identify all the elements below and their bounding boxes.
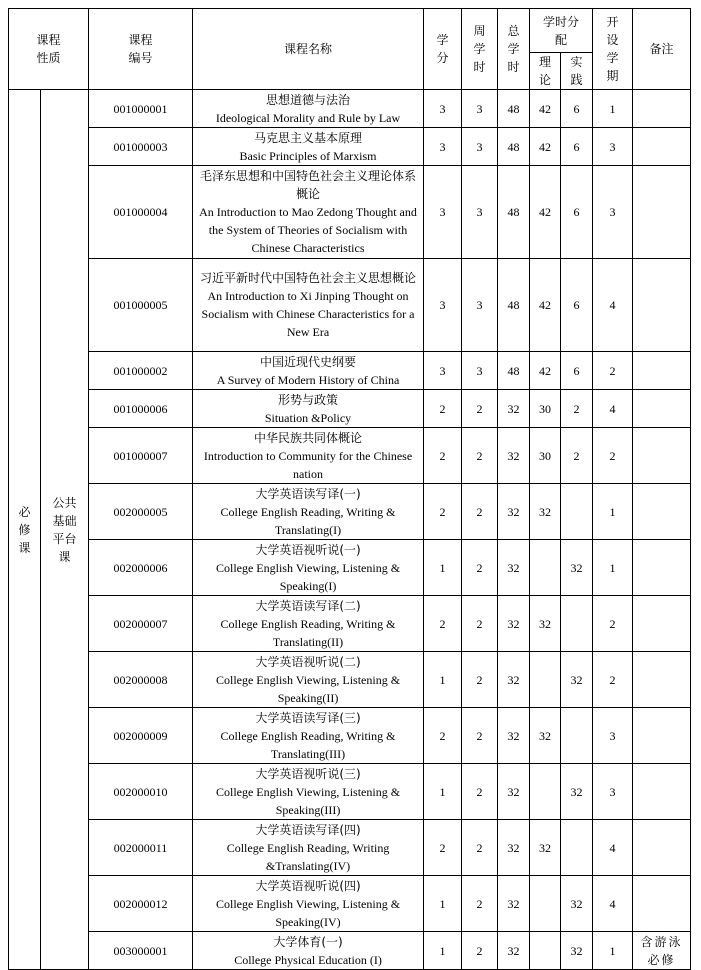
weekly-hours: 2 (462, 932, 498, 970)
practice-hours: 2 (561, 390, 593, 428)
course-name-zh: 大学英语读写译(三) (255, 710, 361, 725)
notes (633, 352, 691, 390)
table-row (9, 932, 691, 970)
weekly-hours: 2 (462, 428, 498, 484)
total-hours: 32 (498, 540, 530, 596)
practice-hours: 6 (561, 128, 593, 166)
notes (633, 876, 691, 932)
practice-hours (561, 708, 593, 764)
weekly-hours: 2 (462, 596, 498, 652)
category-platform: 公共 基础 平台 课 (41, 90, 89, 970)
total-hours: 32 (498, 876, 530, 932)
course-name (193, 259, 424, 352)
course-name-zh: 大学英语读写译(二) (255, 598, 361, 613)
weekly-hours: 3 (462, 166, 498, 259)
course-name-zh: 思想道德与法治 (266, 92, 351, 107)
semester: 4 (593, 259, 633, 352)
credits: 2 (424, 708, 462, 764)
course-name-en: College English Reading, Writing & Translating(III) (220, 728, 396, 761)
course-name-en: College English Viewing, Listening & Speaking(I) (215, 560, 401, 593)
notes: 含游泳 必修 (633, 932, 691, 970)
notes (633, 128, 691, 166)
total-hours: 32 (498, 708, 530, 764)
course-code: 001000007 (89, 428, 193, 484)
theory-hours: 42 (530, 128, 561, 166)
theory-hours (530, 932, 561, 970)
course-name-zh: 大学体育(一) (273, 934, 343, 949)
course-name (193, 932, 424, 970)
semester: 3 (593, 128, 633, 166)
table-row (9, 90, 691, 128)
header-practice: 实 践 (561, 53, 593, 90)
practice-hours: 32 (561, 652, 593, 708)
table-body (9, 90, 691, 970)
course-code: 001000003 (89, 128, 193, 166)
course-name (193, 876, 424, 932)
semester: 1 (593, 90, 633, 128)
course-name-en: An Introduction to Xi Jinping Thought on Socialism with Chinese Characteristics for a New Era (201, 289, 415, 339)
course-name (193, 708, 424, 764)
header-total-hours: 总 学 时 (498, 9, 530, 90)
credits: 3 (424, 352, 462, 390)
course-name (193, 484, 424, 540)
course-name-zh: 大学英语读写译(一) (255, 486, 361, 501)
theory-hours: 32 (530, 484, 561, 540)
total-hours: 48 (498, 166, 530, 259)
curriculum-table (8, 8, 691, 970)
course-name (193, 652, 424, 708)
practice-hours: 6 (561, 259, 593, 352)
course-name-zh: 大学英语视听说(四) (255, 878, 361, 893)
practice-hours (561, 596, 593, 652)
course-name-zh: 大学英语视听说(二) (255, 654, 361, 669)
theory-hours: 42 (530, 166, 561, 259)
table-row (9, 390, 691, 428)
total-hours: 32 (498, 764, 530, 820)
theory-hours (530, 540, 561, 596)
header-credits: 学 分 (424, 9, 462, 90)
weekly-hours: 2 (462, 820, 498, 876)
semester: 1 (593, 484, 633, 540)
semester: 4 (593, 820, 633, 876)
total-hours: 32 (498, 652, 530, 708)
notes (633, 484, 691, 540)
credits: 1 (424, 540, 462, 596)
practice-hours: 32 (561, 932, 593, 970)
weekly-hours: 3 (462, 90, 498, 128)
course-code: 002000011 (89, 820, 193, 876)
weekly-hours: 2 (462, 484, 498, 540)
total-hours: 48 (498, 259, 530, 352)
theory-hours: 42 (530, 90, 561, 128)
theory-hours (530, 764, 561, 820)
notes (633, 390, 691, 428)
credits: 1 (424, 932, 462, 970)
weekly-hours: 2 (462, 652, 498, 708)
course-name-zh: 形势与政策 (278, 392, 339, 407)
course-name (193, 820, 424, 876)
course-code: 002000006 (89, 540, 193, 596)
header-hours-split: 学时分 配 (530, 9, 593, 53)
practice-hours: 32 (561, 764, 593, 820)
credits: 3 (424, 259, 462, 352)
practice-hours: 6 (561, 90, 593, 128)
course-name-en: Introduction to Community for the Chinese nation (203, 448, 413, 481)
credits: 3 (424, 128, 462, 166)
notes (633, 259, 691, 352)
semester: 2 (593, 352, 633, 390)
course-name-en: College English Reading, Writing & Translating(II) (220, 616, 396, 649)
table-row (9, 484, 691, 540)
weekly-hours: 2 (462, 390, 498, 428)
notes (633, 540, 691, 596)
weekly-hours: 3 (462, 128, 498, 166)
practice-hours: 2 (561, 428, 593, 484)
semester: 4 (593, 390, 633, 428)
practice-hours (561, 820, 593, 876)
course-name-en: Ideological Morality and Rule by Law (215, 110, 401, 125)
credits: 1 (424, 876, 462, 932)
total-hours: 32 (498, 428, 530, 484)
course-name-zh: 大学英语读写译(四) (255, 822, 361, 837)
table-row (9, 708, 691, 764)
semester: 2 (593, 428, 633, 484)
category-required: 必 修 课 (9, 90, 41, 970)
semester: 3 (593, 764, 633, 820)
notes (633, 166, 691, 259)
credits: 3 (424, 166, 462, 259)
credits: 2 (424, 484, 462, 540)
course-name-en: College Physical Education (I) (234, 952, 382, 967)
table-row (9, 540, 691, 596)
table-row (9, 166, 691, 259)
course-code: 001000001 (89, 90, 193, 128)
semester: 3 (593, 708, 633, 764)
notes (633, 820, 691, 876)
semester: 2 (593, 596, 633, 652)
theory-hours: 30 (530, 390, 561, 428)
theory-hours: 30 (530, 428, 561, 484)
course-name (193, 128, 424, 166)
course-name-en: College English Viewing, Listening & Speaking(II) (215, 672, 401, 705)
semester: 3 (593, 166, 633, 259)
credits: 2 (424, 596, 462, 652)
credits: 1 (424, 764, 462, 820)
weekly-hours: 3 (462, 352, 498, 390)
course-name-zh: 马克思主义基本原理 (254, 130, 363, 145)
header-weekly-hours: 周 学 时 (462, 9, 498, 90)
practice-hours: 32 (561, 876, 593, 932)
course-code: 002000010 (89, 764, 193, 820)
total-hours: 32 (498, 596, 530, 652)
total-hours: 48 (498, 352, 530, 390)
theory-hours: 32 (530, 708, 561, 764)
course-name-en: College English Reading, Writing & Translating(I) (220, 504, 396, 537)
course-code: 003000001 (89, 932, 193, 970)
notes (633, 708, 691, 764)
course-name-zh: 中华民族共同体概论 (254, 430, 363, 445)
weekly-hours: 2 (462, 764, 498, 820)
practice-hours: 32 (561, 540, 593, 596)
credits: 2 (424, 390, 462, 428)
theory-hours: 32 (530, 596, 561, 652)
course-name (193, 166, 424, 259)
course-name-zh: 习近平新时代中国特色社会主义思想概论 (200, 271, 417, 285)
notes (633, 428, 691, 484)
table-row (9, 652, 691, 708)
notes (633, 90, 691, 128)
practice-hours: 6 (561, 352, 593, 390)
notes (633, 652, 691, 708)
semester: 4 (593, 876, 633, 932)
table-row (9, 596, 691, 652)
theory-hours (530, 652, 561, 708)
credits: 1 (424, 652, 462, 708)
course-name (193, 428, 424, 484)
course-name (193, 764, 424, 820)
course-name-zh: 毛泽东思想和中国特色社会主义理论体系概论 (200, 169, 417, 201)
course-code: 001000002 (89, 352, 193, 390)
weekly-hours: 2 (462, 708, 498, 764)
course-code: 001000005 (89, 259, 193, 352)
weekly-hours: 2 (462, 540, 498, 596)
theory-hours: 42 (530, 259, 561, 352)
credits: 2 (424, 820, 462, 876)
course-code: 002000009 (89, 708, 193, 764)
course-code: 001000004 (89, 166, 193, 259)
course-name-en: College English Viewing, Listening & Speaking(IV) (215, 896, 401, 929)
course-name (193, 90, 424, 128)
practice-hours (561, 484, 593, 540)
course-name (193, 596, 424, 652)
table-row (9, 428, 691, 484)
course-code: 002000008 (89, 652, 193, 708)
credits: 3 (424, 90, 462, 128)
course-name (193, 390, 424, 428)
course-name-zh: 大学英语视听说(三) (255, 766, 361, 781)
header-semester: 开 设 学 期 (593, 9, 633, 90)
total-hours: 32 (498, 820, 530, 876)
header-notes: 备注 (633, 9, 691, 90)
course-name-en: College English Reading, Writing &Translating(IV) (226, 840, 390, 873)
course-name-en: An Introduction to Mao Zedong Thought and the System of Theories of Socialism with Chinese Characteristics (199, 205, 417, 255)
total-hours: 48 (498, 90, 530, 128)
header-code: 课程 编号 (89, 9, 193, 90)
course-code: 002000005 (89, 484, 193, 540)
practice-hours: 6 (561, 166, 593, 259)
course-name-en: A Survey of Modern History of China (216, 372, 400, 387)
header-category: 课程 性质 (9, 9, 89, 90)
course-code: 001000006 (89, 390, 193, 428)
course-name-zh: 中国近现代史纲要 (260, 354, 357, 369)
course-name-en: Situation &Policy (264, 410, 352, 425)
table-row (9, 820, 691, 876)
header-theory: 理 论 (530, 53, 561, 90)
semester: 1 (593, 932, 633, 970)
course-code: 002000007 (89, 596, 193, 652)
weekly-hours: 2 (462, 876, 498, 932)
course-name-zh: 大学英语视听说(一) (255, 542, 361, 557)
theory-hours: 42 (530, 352, 561, 390)
theory-hours (530, 876, 561, 932)
total-hours: 32 (498, 390, 530, 428)
semester: 2 (593, 652, 633, 708)
table-row (9, 259, 691, 352)
course-name-en: College English Viewing, Listening & Speaking(III) (215, 784, 401, 817)
total-hours: 48 (498, 128, 530, 166)
weekly-hours: 3 (462, 259, 498, 352)
notes (633, 596, 691, 652)
total-hours: 32 (498, 932, 530, 970)
table-row (9, 352, 691, 390)
course-name (193, 540, 424, 596)
course-code: 002000012 (89, 876, 193, 932)
table-row (9, 764, 691, 820)
course-name (193, 352, 424, 390)
table-row (9, 876, 691, 932)
header-name: 课程名称 (193, 9, 424, 90)
credits: 2 (424, 428, 462, 484)
notes (633, 764, 691, 820)
table-row (9, 128, 691, 166)
semester: 1 (593, 540, 633, 596)
total-hours: 32 (498, 484, 530, 540)
course-name-en: Basic Principles of Marxism (239, 148, 377, 163)
theory-hours: 32 (530, 820, 561, 876)
